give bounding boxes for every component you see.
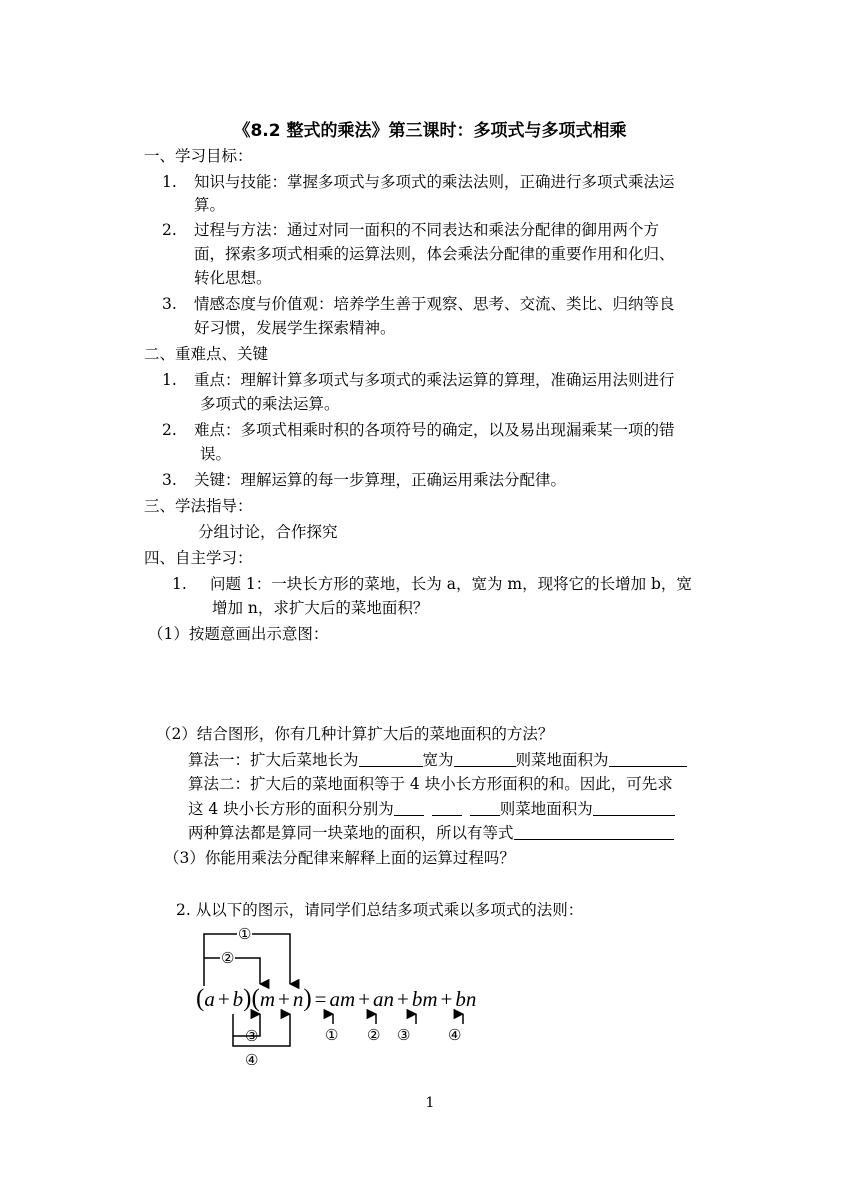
label-circle-3: ③ (245, 1027, 259, 1045)
eq-result-am: am (329, 987, 356, 1011)
eq-equals: = (314, 987, 327, 1011)
eq-plus: + (278, 987, 290, 1011)
question-1-part-3: （3）你能用乘法分配律来解释上面的运算过程吗？ (164, 849, 515, 867)
algorithm-2-line-1: 算法二：扩大后的菜地面积等于 4 块小长方形面积的和。因此，可先求 (188, 775, 673, 793)
page-title: 《8.2 整式的乘法》第三课时：多项式与多项式相乘 (233, 121, 627, 141)
eq-term-m: m (259, 987, 275, 1011)
question-1-number: 1. (172, 575, 187, 593)
eq-plus: + (217, 987, 230, 1011)
key-3-number: 3. (162, 471, 177, 489)
method-text: 分组讨论，合作探究 (198, 523, 338, 541)
algorithm-2-text-b: 则菜地面积为 (499, 800, 593, 818)
goal-2-line-2: 面，探索多项式相乘的运算法则，体会乘法分配律的重要作用和化归、 (194, 245, 675, 263)
question-1-part-1: （1）按题意画出示意图： (148, 625, 329, 643)
term-label-2: ② (367, 1026, 381, 1044)
eq-result-bn: bn (455, 987, 477, 1011)
question-1-line-2: 增加 n，求扩大后的菜地面积？ (212, 599, 429, 617)
key-2-line-2: 误。 (200, 445, 232, 463)
eq-plus: + (358, 987, 371, 1011)
algorithm-1-text-a: 算法一：扩大后菜地长为 (188, 751, 359, 769)
question-1-part-2: （2）结合图形，你有几种计算扩大后的菜地面积的方法？ (156, 725, 554, 743)
page-number: 1 (425, 1095, 435, 1111)
key-2-number: 2. (162, 421, 177, 439)
goal-3-line-2: 好习惯，发展学生探索精神。 (194, 319, 396, 337)
term-label-1: ① (325, 1026, 339, 1044)
key-1-line-1: 重点：理解计算多项式与多项式的乘法运算的算理，准确运用法则进行 (194, 371, 675, 389)
goal-1-line-2: 算。 (194, 196, 226, 214)
key-1-number: 1. (162, 371, 177, 389)
goal-2-line-3: 转化思想。 (194, 269, 272, 287)
eq-plus: + (397, 987, 409, 1011)
section-heading-goals: 一、学习目标： (144, 147, 253, 165)
question-2-text: 2. 从以下的图示，请同学们总结多项式乘以多项式的法则： (176, 901, 584, 919)
goal-1-number: 1. (162, 173, 177, 191)
goal-1-line-1: 知识与技能：掌握多项式与多项式的乘法法则，正确进行多项式乘法运 (194, 173, 675, 191)
equation-statement-text: 两种算法都是算同一块菜地的面积，所以有等式 (188, 824, 514, 842)
bracket-arrow-4 (233, 1014, 290, 1046)
term-label-3: ③ (397, 1026, 411, 1044)
label-circle-1: ① (238, 925, 252, 943)
goal-2-number: 2. (162, 221, 177, 239)
eq-term-n: n (292, 987, 304, 1011)
goal-3-line-1: 情感态度与价值观：培养学生善于观察、思考、交流、类比、归纳等良 (194, 295, 675, 313)
goal-3-number: 3. (162, 295, 177, 313)
key-2-line-1: 难点：多项式相乘时积的各项符号的确定，以及易出现漏乘某一项的错 (194, 421, 675, 439)
eq-result-an: an (373, 987, 395, 1011)
section-heading-self-study: 四、自主学习： (144, 549, 253, 567)
goal-2-line-1: 过程与方法：通过对同一面积的不同表达和乘法分配律的御用两个方 (194, 221, 660, 239)
section-heading-method: 三、学法指导： (144, 497, 253, 515)
algorithm-1-text-c: 则菜地面积为 (515, 751, 609, 769)
label-circle-4: ④ (245, 1051, 259, 1069)
section-heading-keys: 二、重难点、关键 (144, 345, 269, 363)
eq-plus: + (440, 987, 453, 1011)
label-circle-2: ② (221, 949, 235, 967)
eq-term-b: b (232, 987, 244, 1011)
algorithm-2-text-a: 这 4 块小长方形的面积分别为 (188, 800, 394, 818)
eq-result-bm: bm (411, 987, 438, 1011)
question-1-line-1: 问题 1：一块长方形的菜地，长为 a，宽为 m，现将它的长增加 b，宽 (210, 575, 692, 593)
key-3-line-1: 关键：理解运算的每一步算理，正确运用乘法分配律。 (194, 471, 567, 489)
term-label-4: ④ (448, 1026, 462, 1044)
algorithm-1-text-b: 宽为 (422, 751, 454, 769)
eq-term-a: a (204, 987, 215, 1011)
key-1-line-2: 多项式的乘法运算。 (200, 395, 340, 413)
expansion-equation: (a + b)(m + n) = am + an + bm + bn (196, 985, 477, 1012)
